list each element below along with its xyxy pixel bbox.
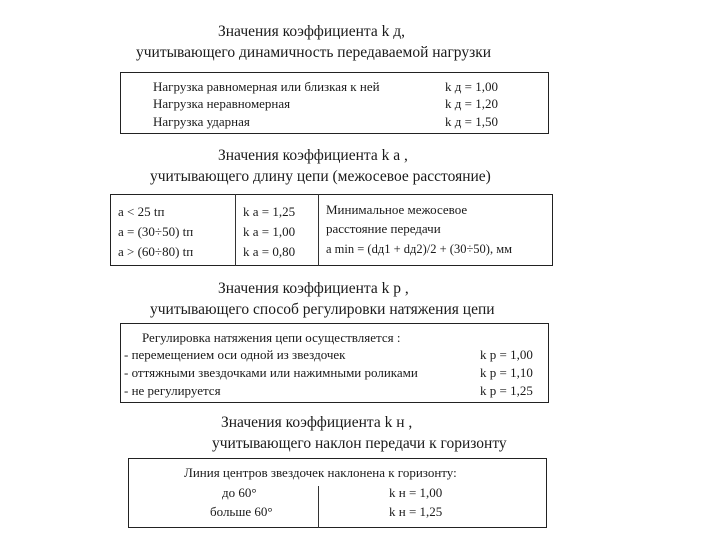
section4-title-line2: учитывающего наклон передачи к горизонту [212,435,507,452]
section4-title-line1: Значения коэффициента k н , [221,414,413,431]
section2-note-line1: Минимальное межосевое [326,202,468,217]
section2-divider-2 [318,194,319,266]
section4-divider [318,486,319,528]
section3-header: Регулировка натяжения цепи осуществляется : [142,330,401,345]
section3-row1-label: - перемещением оси одной из звездочек [124,347,346,362]
section1-title-line1: Значения коэффициента k д, [218,23,405,40]
section2-row3-value: k а = 0,80 [243,244,296,259]
section4-row1-value: k н = 1,00 [389,485,443,500]
section2-row2-condition: a = (30÷50) tп [118,224,194,239]
section3-title-line2: учитывающего способ регулировки натяжения цепи [150,301,495,318]
section2-row1-condition: a < 25 tп [118,204,165,219]
section4-row2-label: больше 60° [210,504,273,519]
section4-header: Линия центров звездочек наклонена к горизонту: [184,465,457,480]
section1-row2-value: k д = 1,20 [445,96,498,111]
section2-note-formula: a min = (dд1 + dд2)/2 + (30÷50), мм [326,242,513,256]
section2-title-line2: учитывающего длину цепи (межосевое расстояние) [150,168,491,185]
section1-title-line2: учитывающего динамичность передаваемой нагрузки [136,44,492,61]
section2-note-line2: расстояние передачи [326,221,441,236]
section2-title-line1: Значения коэффициента k а , [218,147,408,164]
section1-row2-label: Нагрузка неравномерная [153,96,291,111]
section3-row3-label: - не регулируется [124,383,221,398]
section4-row2-value: k н = 1,25 [389,504,443,519]
section2-divider-1 [235,194,236,266]
section2-row3-condition: a > (60÷80) tп [118,244,194,259]
section3-title-line1: Значения коэффициента k р , [218,280,409,297]
section3-row3-value: k р = 1,25 [480,383,533,398]
section3-row2-label: - оттяжными звездочками или нажимными роликами [124,365,418,380]
section2-row1-value: k а = 1,25 [243,204,296,219]
section1-row3-label: Нагрузка ударная [153,114,250,129]
section4-row1-label: до 60° [222,485,257,500]
section2-row2-value: k а = 1,00 [243,224,296,239]
section3-row1-value: k р = 1,00 [480,347,533,362]
section1-row1-value: k д = 1,00 [445,79,498,94]
section3-row2-value: k р = 1,10 [480,365,533,380]
section1-row3-value: k д = 1,50 [445,114,498,129]
section1-row1-label: Нагрузка равномерная или близкая к ней [153,79,380,94]
